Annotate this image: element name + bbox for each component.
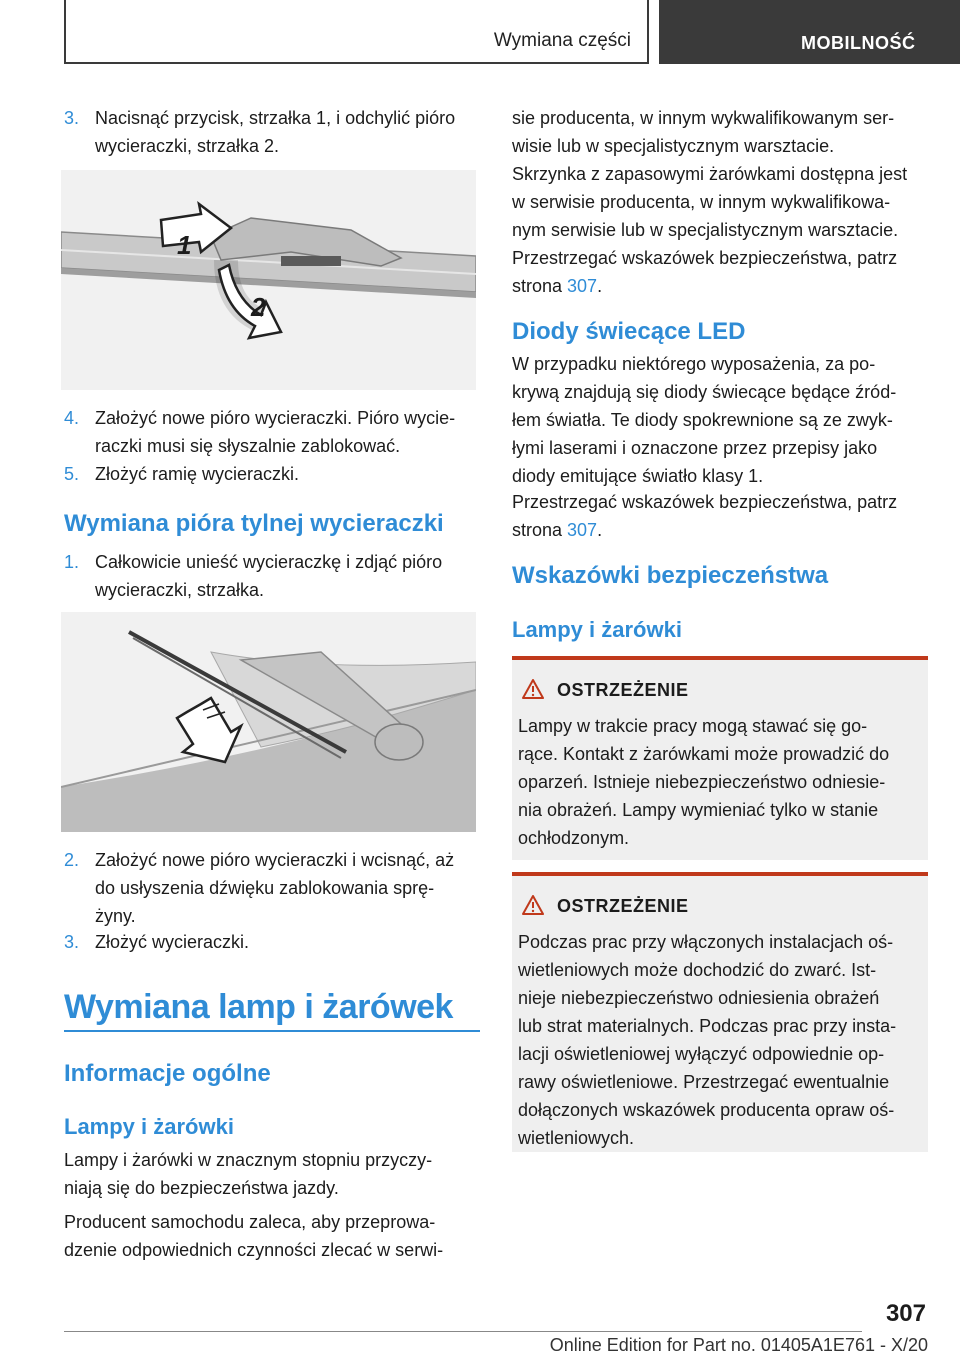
text-line: lub strat materialnych. Podczas prac przy insta- <box>518 1016 897 1036</box>
warning-title: OSTRZEŻENIE <box>557 680 689 700</box>
text-line: dzenie odpowiednich czynności zlecać w serwi- <box>64 1240 444 1260</box>
warning-text <box>518 928 918 1152</box>
text-fragment: . <box>597 520 603 540</box>
heading-underline <box>64 1030 480 1032</box>
warning-box-short-circuit <box>512 872 928 1152</box>
heading-lamps-left: Lampy i żarówki <box>64 1114 234 1139</box>
paragraph-service-continued <box>512 104 928 160</box>
text-line: wietleniowych może dochodzić do zwarć. Ist- <box>518 960 877 980</box>
heading-safety-notes: Wskazówki bezpieczeństwa <box>512 562 829 589</box>
text-fragment: strona <box>512 520 568 540</box>
header-chapter-tab <box>659 0 960 64</box>
text-line: krywą znajdują się diody świecące będące źród- <box>512 382 897 402</box>
figure-wiper-blade-release <box>61 170 476 390</box>
text-line: wisie lub w specjalistycznym warsztacie. <box>512 136 835 156</box>
text-line: oparzeń. Istnieje niebezpieczeństwo odniesie- <box>518 772 886 792</box>
step-line: Całkowicie unieść wycieraczkę i zdjąć pióro <box>95 552 443 572</box>
step-number: 4. <box>64 408 80 428</box>
text-line: Producent samochodu zaleca, aby przeprowa- <box>64 1212 436 1232</box>
step-line: do usłyszenia dźwięku zablokowania sprę- <box>95 878 435 898</box>
header-section-box <box>64 0 649 64</box>
warning-title: OSTRZEŻENIE <box>557 896 689 916</box>
text-line: wietleniowych. <box>518 1128 635 1148</box>
paragraph-safety-reference-1 <box>512 244 928 300</box>
rear-wiper-illustration <box>61 612 476 832</box>
figure-label-1: 1 <box>177 230 192 260</box>
text-line: Lampy w trakcie pracy mogą stawać się go- <box>518 716 868 736</box>
header-chapter-title: MOBILNOŚĆ <box>801 33 916 53</box>
heading-lamps-right: Lampy i żarówki <box>512 617 682 642</box>
step-number: 3. <box>64 108 80 128</box>
step-line: Założyć nowe pióro wycieraczki i wcisnąć, aż <box>95 850 455 870</box>
step-line: Nacisnąć przycisk, strzałka 1, i odchylić pióro <box>95 108 456 128</box>
paragraph-led <box>512 350 932 490</box>
heading-lamps-replacement: Wymiana lamp i żarówek <box>64 988 453 1026</box>
step-line: Złożyć wycieraczki. <box>95 932 250 952</box>
footer-edition: Online Edition for Part no. 01405A1E761 - X/20 <box>549 1335 928 1355</box>
step-line: żyny. <box>95 906 136 926</box>
text-line: dołączonych wskazówek producenta opraw oś- <box>518 1100 895 1120</box>
text-line: W przypadku niektórego wyposażenia, za po- <box>512 354 876 374</box>
text-line: Skrzynka z zapasowymi żarówkami dostępna jest <box>512 164 908 184</box>
paragraph-spare-bulbs <box>512 160 932 244</box>
step-line: Założyć nowe pióro wycieraczki. Pióro wycie- <box>95 408 456 428</box>
figure-label-2: 2 <box>251 292 266 322</box>
text-line: Lampy i żarówki w znacznym stopniu przyczy- <box>64 1150 433 1170</box>
text-line: łem światła. Te diody spokrewnione są ze zwyk- <box>512 410 893 430</box>
figure-rear-wiper <box>61 612 476 832</box>
warning-box-hot-lamps <box>512 656 928 860</box>
text-line: sie producenta, w innym wykwalifikowanym ser- <box>512 108 895 128</box>
text-line: rące. Kontakt z żarówkami może prowadzić do <box>518 744 890 764</box>
text-fragment: . <box>597 276 603 296</box>
warning-text <box>518 712 918 852</box>
text-line: Podczas prac przy włączonych instalacjach oś- <box>518 932 894 952</box>
step-number: 5. <box>64 464 80 484</box>
text-line: niają się do bezpieczeństwa jazdy. <box>64 1178 339 1198</box>
step-line: wycieraczki, strzałka. <box>95 580 265 600</box>
text-line: nia obrażeń. Lampy wymieniać tylko w stanie <box>518 800 879 820</box>
paragraph-service-recommendation <box>64 1208 480 1264</box>
text-line: diody emitujące światło klasy 1. <box>512 466 764 486</box>
page-number: 307 <box>885 1300 926 1327</box>
text-line: lacji oświetleniowej wyłączyć odpowiednie op- <box>518 1044 885 1064</box>
step-line: wycieraczki, strzałka 2. <box>95 136 280 156</box>
heading-led: Diody świecące LED <box>512 318 746 345</box>
warning-triangle-icon <box>522 894 544 916</box>
step-line: raczki musi się słyszalnie zablokować. <box>95 436 401 456</box>
paragraph-lamps-safety <box>64 1146 480 1202</box>
text-line: łymi laserami i oznaczone przez przepisy jako <box>512 438 878 458</box>
text-line: nieje niebezpieczeństwo odniesienia obrażeń <box>518 988 880 1008</box>
heading-rear-wiper: Wymiana pióra tylnej wycieraczki <box>64 510 444 537</box>
text-line: w serwisie producenta, w innym wykwalifikowa- <box>512 192 891 212</box>
text-line: Przestrzegać wskazówek bezpieczeństwa, patrz <box>512 248 898 268</box>
page-link-307[interactable]: 307 <box>567 520 598 540</box>
step-number: 2. <box>64 850 80 870</box>
text-line: rawy oświetleniowe. Przestrzegać ewentualnie <box>518 1072 890 1092</box>
header-section-title: Wymiana części <box>493 30 631 51</box>
heading-general-info: Informacje ogólne <box>64 1060 271 1087</box>
step-line: Złożyć ramię wycieraczki. <box>95 464 300 484</box>
text-line: ochłodzonym. <box>518 828 630 848</box>
page-link-307[interactable]: 307 <box>567 276 598 296</box>
footer-divider <box>64 1331 862 1332</box>
text-fragment: strona <box>512 276 568 296</box>
wiper-release-illustration <box>61 170 476 390</box>
paragraph-safety-reference-2 <box>512 488 928 544</box>
text-line: nym serwisie lub w specjalistycznym warsztacie. <box>512 220 899 240</box>
step-number: 3. <box>64 932 80 952</box>
warning-triangle-icon <box>522 678 544 700</box>
step-number: 1. <box>64 552 80 572</box>
text-line: Przestrzegać wskazówek bezpieczeństwa, patrz <box>512 492 898 512</box>
